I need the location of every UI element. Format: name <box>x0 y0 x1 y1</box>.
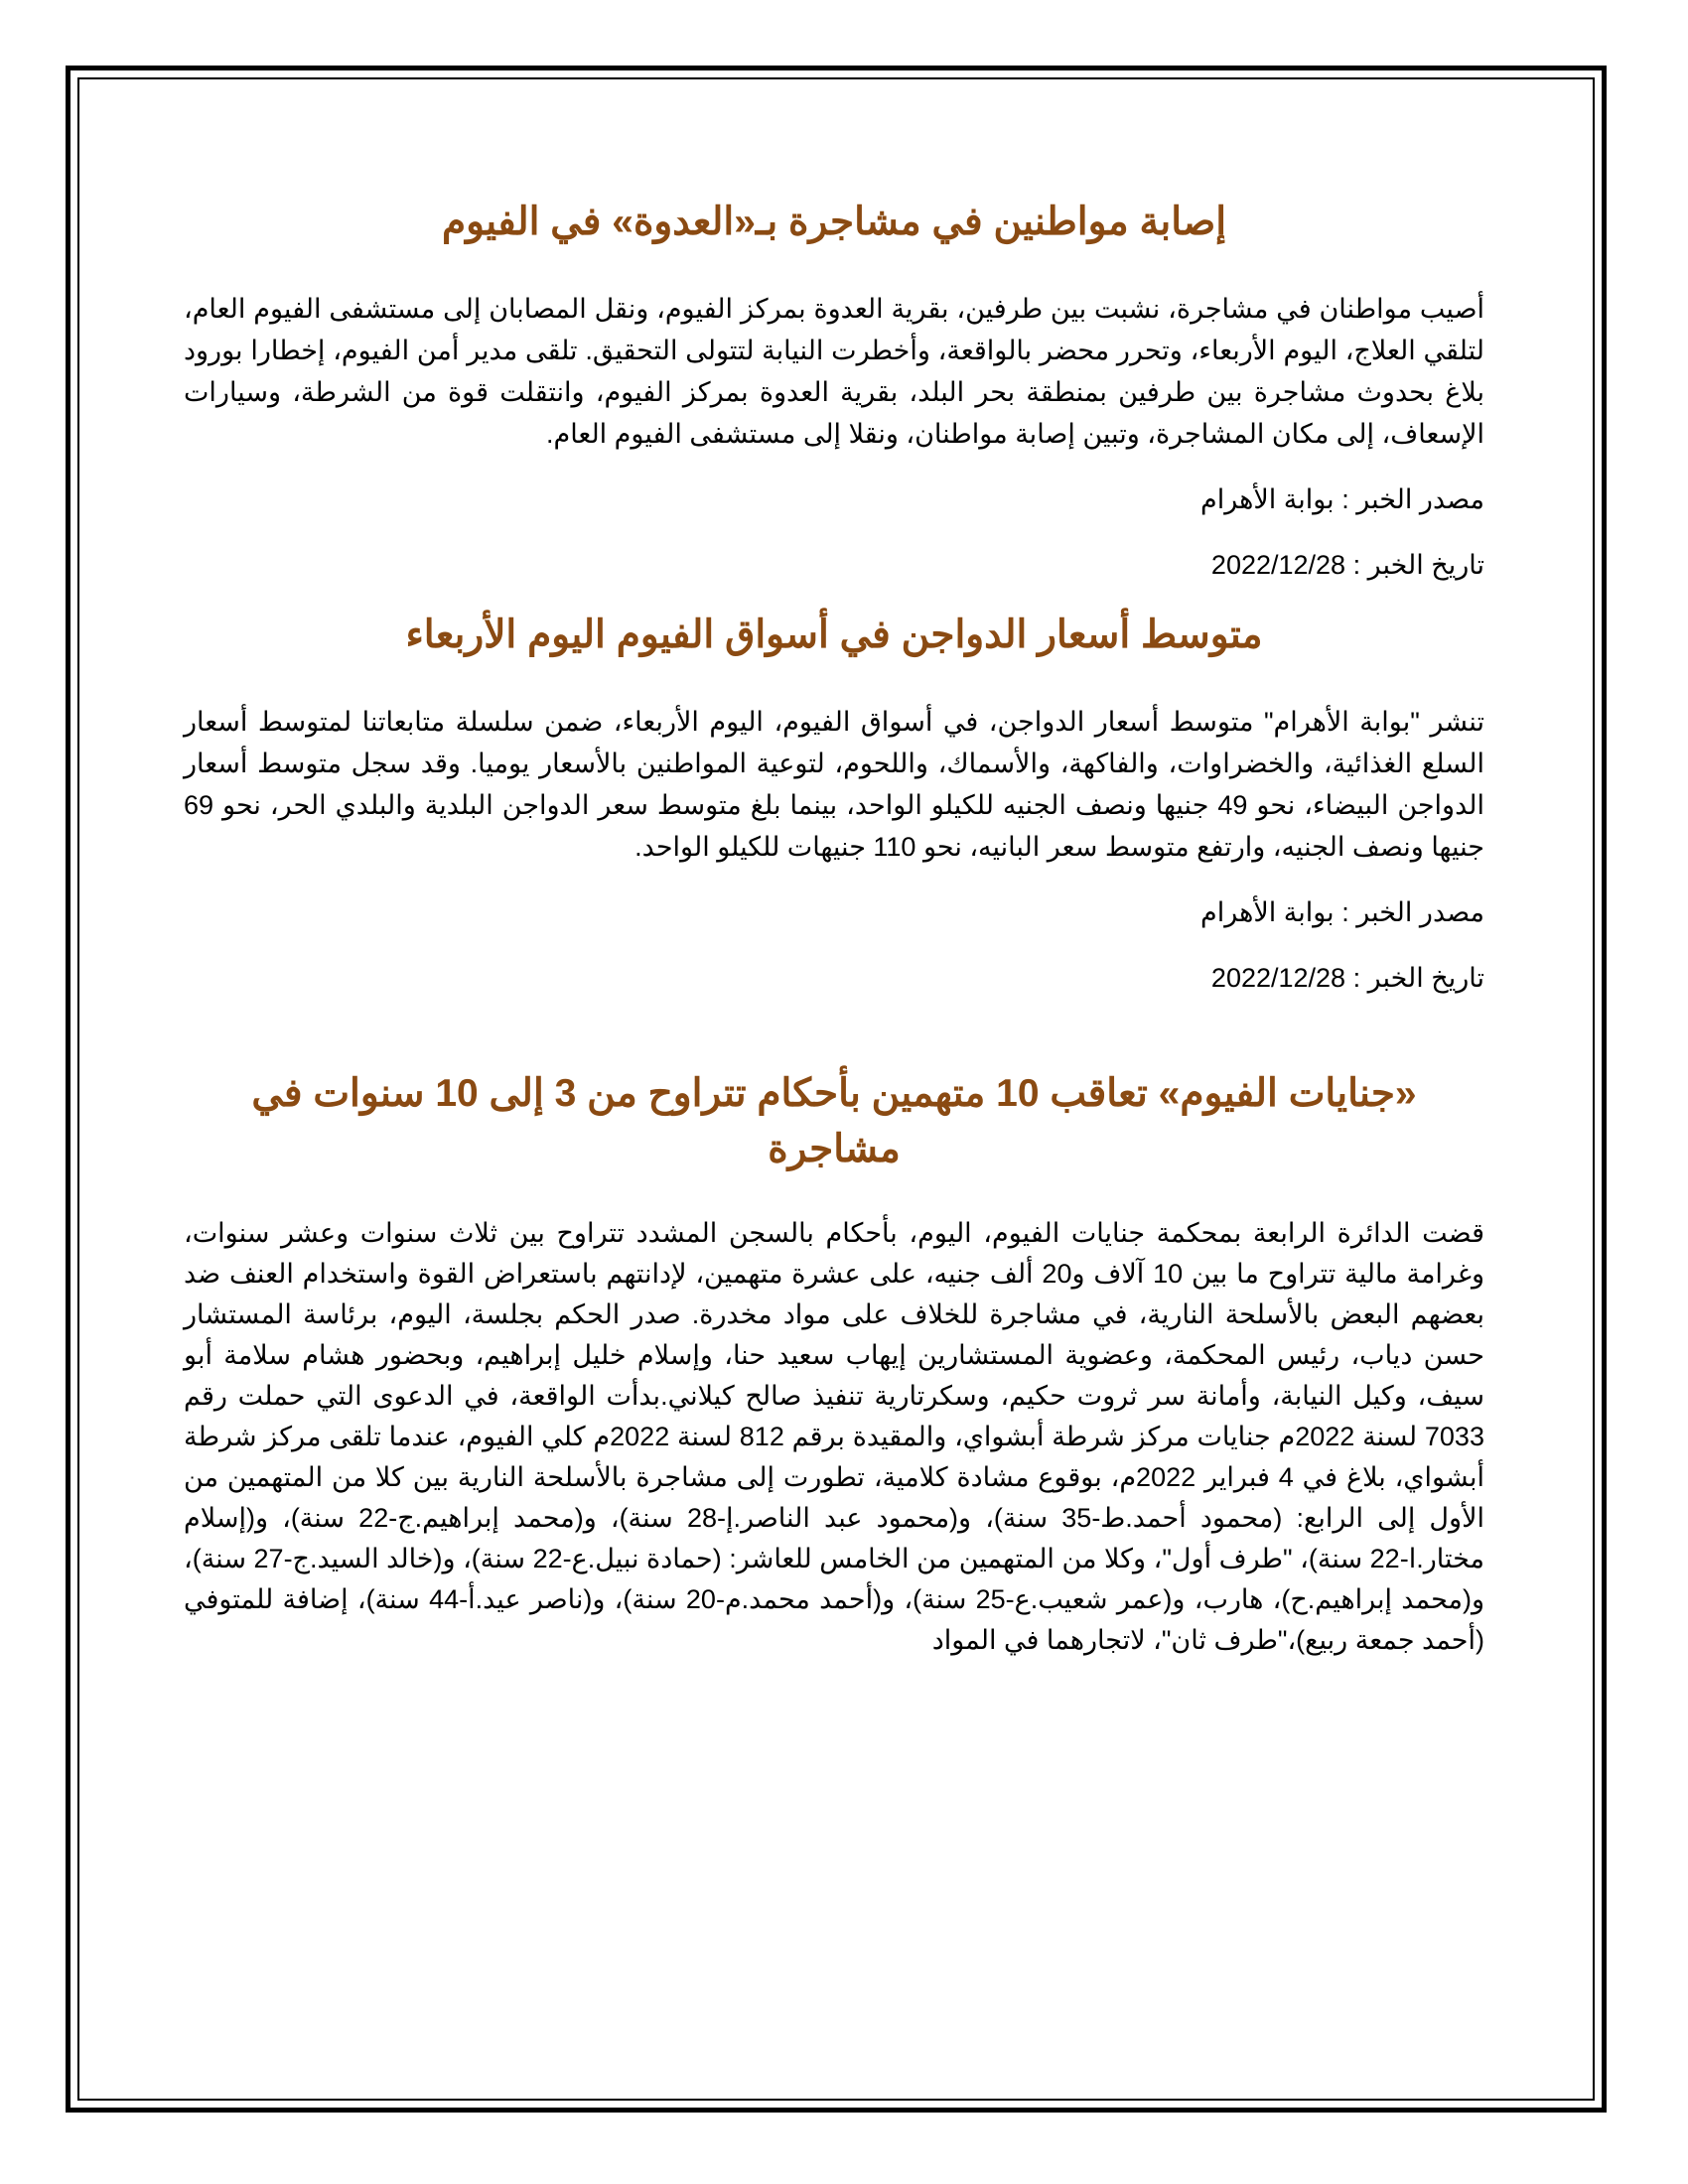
article-title: «جنايات الفيوم» تعاقب 10 متهمين بأحكام تتراوح من 3 إلى 10 سنوات في مشاجرة <box>251 1072 1417 1170</box>
source-value: بوابة الأهرام <box>1199 897 1335 927</box>
article-source <box>184 891 1484 933</box>
article-3 <box>184 1066 1484 1661</box>
source-label: مصدر الخبر : <box>1334 484 1484 514</box>
article-title: متوسط أسعار الدواجن في أسواق الفيوم اليوم الأربعاء <box>405 614 1263 656</box>
article-date <box>184 544 1484 586</box>
date-value: 2022/12/28 <box>1210 550 1346 580</box>
article-2 <box>184 608 1484 999</box>
article-body: أصيب مواطنان في مشاجرة، نشبت بين طرفين، بقرية العدوة بمركز الفيوم، ونقل المصابان إلى مستشفى الفيوم العام، لتلقي العلاج، اليوم الأربعاء، وتحرر محضر بالواقعة، وأخطرت النيابة لتتولى التحقيق. تلقى مدير أمن الفيوم، إخطارا بورود بلاغ بحدوث مشاجرة بين طرفين بمنطقة بحر البلد، بقرية العدوة بمركز الفيوم، وانتقلت قوة من الشرطة، وسيارات الإسعاف، إلى مكان المشاجرة، وتبين إصابة مواطنان، ونقلا إلى مستشفى الفيوم العام. <box>184 294 1484 449</box>
date-label: تاريخ الخبر : <box>1345 550 1484 580</box>
article-source <box>184 478 1484 520</box>
date-value: 2022/12/28 <box>1210 963 1346 993</box>
article-date <box>184 957 1484 999</box>
article-title: إصابة مواطنين في مشاجرة بـ«العدوة» في الفيوم <box>441 201 1227 243</box>
article-body: قضت الدائرة الرابعة بمحكمة جنايات الفيوم، اليوم، بأحكام بالسجن المشدد تتراوح بين ثلاث سنوات وعشر سنوات، وغرامة مالية تتراوح ما بين 10 آلاف و20 ألف جنيه، على عشرة متهمين، لإدانتهم باستعراض القوة واستخدام العنف ضد بعضهم البعض بالأسلحة النارية، في مشاجرة للخلاف على مواد مخدرة. صدر الحكم بجلسة، اليوم، برئاسة المستشار حسن دياب، رئيس المحكمة، وعضوية المستشارين إيهاب سعيد حنا، وإسلام خليل إبراهيم، وبحضور هشام سلامة أبو سيف، وكيل النيابة، وأمانة سر ثروت حكيم، وسكرتارية تنفيذ صالح كيلاني.بدأت الواقعة، في الدعوى التي حملت رقم 7033 لسنة 2022م جنايات مركز شرطة أبشواي، والمقيدة برقم 812 لسنة 2022م كلي الفيوم، عندما تلقى مركز شرطة أبشواي، بلاغ في 4 فبراير 2022م، بوقوع مشادة كلامية، تطورت إلى مشاجرة بالأسلحة النارية بين كلا من المتهمين من الأول إلى الرابع: (محمود أحمد.ط-35 سنة)، و(محمود عبد الناصر.إ-28 سنة)، و(محمد إبراهيم.ج-22 سنة)، و(إسلام مختار.ا-22 سنة)، "طرف أول"، وكلا من المتهمين من الخامس للعاشر: (حمادة نبيل.ع-22 سنة)، و(خالد السيد.ج-27 سنة)، و(محمد إبراهيم.ح)، هارب، و(عمر شعيب.ع-25 سنة)، و(أحمد محمد.م-20 سنة)، و(ناصر عيد.أ-44 سنة)، إضافة للمتوفي (أحمد جمعة ربيع)،"طرف ثان"، لاتجارهما في المواد <box>184 1218 1485 1655</box>
date-label: تاريخ الخبر : <box>1345 963 1484 993</box>
document-content <box>184 195 1484 1661</box>
article-body: تنشر "بوابة الأهرام" متوسط أسعار الدواجن، في أسواق الفيوم، اليوم الأربعاء، ضمن سلسلة متابعاتنا لمتوسط أسعار السلع الغذائية، والخضراوات، والفاكهة، والأسماك، واللحوم، لتوعية المواطنين بالأسعار يوميا. وقد سجل متوسط أسعار الدواجن البيضاء، نحو 49 جنيها ونصف الجنيه للكيلو الواحد، بينما بلغ متوسط سعر الدواجن البلدية والبلدي الحر، نحو 69 جنيها ونصف الجنيه، وارتفع متوسط سعر البانيه، نحو 110 جنيهات للكيلو الواحد. <box>184 707 1485 862</box>
article-1 <box>184 195 1484 586</box>
source-label: مصدر الخبر : <box>1334 897 1484 927</box>
source-value: بوابة الأهرام <box>1199 484 1335 514</box>
